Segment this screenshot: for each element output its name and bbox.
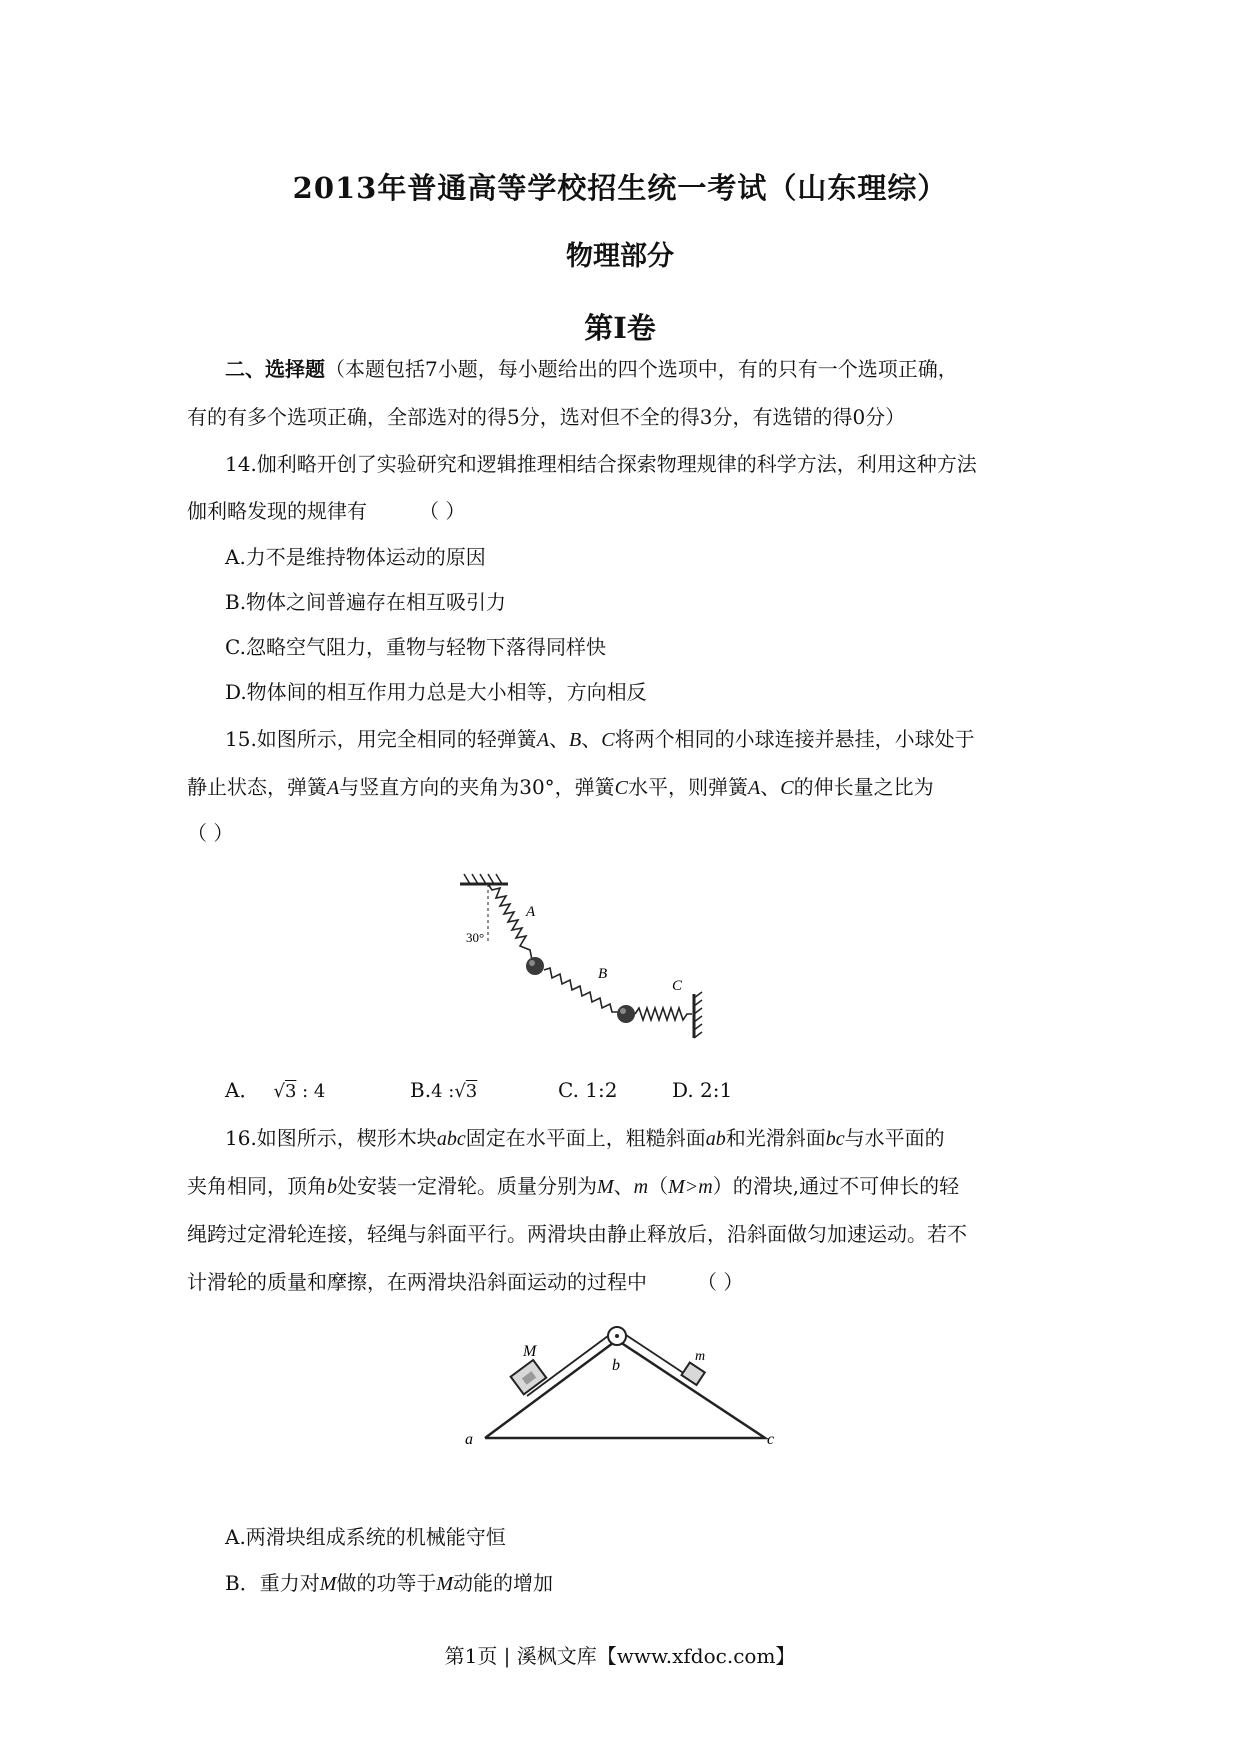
q16-option-b-M: M — [319, 1573, 337, 1595]
q14-option-a: A.力不是维持物体运动的原因 — [225, 545, 486, 569]
q15-sep-3: 、 — [760, 775, 781, 799]
q16-line-3: 绳跨过定滑轮连接，轻绳与斜面平行。两滑块由静止释放后，沿斜面做匀加速运动。若不 — [187, 1222, 967, 1246]
q16-paren-open: （ — [648, 1174, 669, 1198]
q16-figure-label-m: m — [695, 1349, 706, 1364]
q16-text-2b: 处安装一定滑轮。质量分别为 — [337, 1174, 597, 1198]
q15-spring-c-2: C — [614, 777, 629, 799]
q14-blank: （ ） — [419, 499, 466, 523]
q15-option-b-label: B. — [410, 1078, 432, 1102]
q15-spring-a-3: A — [748, 777, 761, 799]
q16-bc: bc — [825, 1128, 845, 1150]
q14-option-b: B.物体之间普遍存在相互吸引力 — [225, 590, 507, 614]
q16-text-1c: 和光滑斜面 — [725, 1126, 826, 1150]
q15-figure-label-a: A — [526, 904, 536, 920]
q15-spring-b: B — [569, 729, 582, 751]
q15-spring-c: C — [601, 729, 615, 751]
q15-figure-label-c: C — [672, 978, 683, 994]
exam-title: 2013年普通高等学校招生统一考试（山东理综） — [292, 171, 948, 205]
q15-option-d: D. 2:1 — [672, 1078, 733, 1102]
q15-text-2a: 静止状态，弹簧 — [187, 775, 327, 799]
q15-figure-angle: 30° — [466, 930, 485, 945]
q16-option-b-text-2: 做的功等于 — [336, 1571, 437, 1595]
exam-subtitle: 物理部分 — [566, 241, 674, 272]
section-intro-line-1 — [225, 355, 958, 383]
q15-figure-label-b: B — [598, 966, 608, 982]
q16-sep: 、 — [613, 1174, 634, 1198]
q14-option-d: D.物体间的相互作用力总是大小相等，方向相反 — [225, 680, 647, 704]
q15-text-1b: 将两个相同的小球连接并悬挂，小球处于 — [614, 727, 975, 751]
q16-text-1d: 与水平面的 — [844, 1126, 945, 1150]
q14-line-2 — [187, 497, 465, 525]
q15-blank: （ ） — [187, 821, 234, 845]
q15-text-1a: 15.如图所示，用完全相同的轻弹簧 — [225, 727, 537, 751]
q15-option-b-pre: 4 : — [431, 1081, 455, 1102]
q16-abc: abc — [436, 1128, 466, 1150]
q15-sep-2: 、 — [581, 727, 602, 751]
section-heading: 二、选择题 — [225, 357, 325, 381]
q16-wedge-figure — [455, 1320, 785, 1450]
q16-figure-label-M: M — [523, 1343, 537, 1360]
q16-text-1b: 固定在水平面上，粗糙斜面 — [465, 1126, 706, 1150]
q15-spring-a-2: A — [327, 777, 340, 799]
q14-line-1: 14.伽利略开创了实验研究和逻辑推理相结合探索物理规律的科学方法，利用这种方法 — [225, 452, 977, 476]
q16-option-b-text-3: 动能的增加 — [453, 1571, 554, 1595]
q16-text-1a: 16.如图所示，楔形木块 — [225, 1126, 437, 1150]
q16-m: m — [633, 1176, 649, 1198]
q15-spring-c-3: C — [780, 777, 794, 799]
q15-option-c: C. 1:2 — [558, 1078, 618, 1102]
q16-ab: ab — [705, 1128, 726, 1150]
q15-option-b-root: 3 — [465, 1081, 478, 1102]
q14-option-c: C.忽略空气阻力，重物与轻物下落得同样快 — [225, 635, 606, 659]
q15-spring-a: A — [536, 729, 550, 751]
q15-option-a-rest: : 4 — [302, 1081, 326, 1102]
q15-line-1 — [225, 725, 975, 754]
volume-heading: 第Ⅰ卷 — [584, 311, 656, 345]
q16-line-1 — [225, 1124, 945, 1153]
q16-text-2a: 夹角相同，顶角 — [187, 1174, 327, 1198]
q15-angle: 30° — [519, 775, 555, 799]
q16-figure-label-b: b — [612, 1357, 620, 1374]
q16-line-4 — [187, 1268, 743, 1296]
q16-b: b — [327, 1176, 337, 1198]
q16-line-4-text: 计滑轮的质量和摩擦，在两滑块沿斜面运动的过程中 — [187, 1270, 647, 1294]
q15-text-2b: 与竖直方向的夹角为 — [339, 775, 520, 799]
section-intro-line-2: 有的有多个选项正确，全部选对的得5分，选对但不全的得3分，有选错的得0分） — [187, 405, 906, 429]
q16-option-b-text-1: B．重力对 — [225, 1571, 320, 1595]
q15-option-a-label: A． — [225, 1078, 260, 1102]
q16-line-2 — [187, 1172, 959, 1201]
section-intro-1: （本题包括7小题，每小题给出的四个选项中，有的只有一个选项正确， — [325, 357, 958, 381]
q15-text-2c: ，弹簧 — [554, 775, 615, 799]
q16-figure-label-a: a — [465, 1431, 473, 1448]
q16-option-a: A.两滑块组成系统的机械能守恒 — [225, 1525, 506, 1549]
q15-text-2d: 水平，则弹簧 — [628, 775, 749, 799]
q14-line-2-text: 伽利略发现的规律有 — [187, 499, 367, 523]
q15-option-a-root: 3 — [284, 1081, 297, 1102]
q15-text-2e: 的伸长量之比为 — [793, 775, 934, 799]
q15-line-2 — [187, 773, 934, 802]
q15-spring-figure — [440, 870, 740, 1040]
q16-M: M — [597, 1176, 614, 1198]
q15-option-a: A． √3 : 4 — [225, 1078, 326, 1102]
q16-paren-close: ） — [712, 1174, 733, 1198]
page-footer: 第1页 | 溪枫文库【www.xfdoc.com】 — [444, 1644, 796, 1668]
q15-option-b: B.4 :√3 — [410, 1078, 478, 1102]
q16-option-b — [225, 1569, 553, 1598]
q16-text-2c: 的滑块,通过不可伸长的轻 — [732, 1174, 960, 1198]
q15-sep-1: 、 — [549, 727, 570, 751]
q16-option-b-M-2: M — [436, 1573, 454, 1595]
q16-blank: （ ） — [697, 1270, 744, 1294]
q16-cond: M>m — [668, 1176, 713, 1198]
q16-figure-label-c: c — [767, 1431, 775, 1448]
